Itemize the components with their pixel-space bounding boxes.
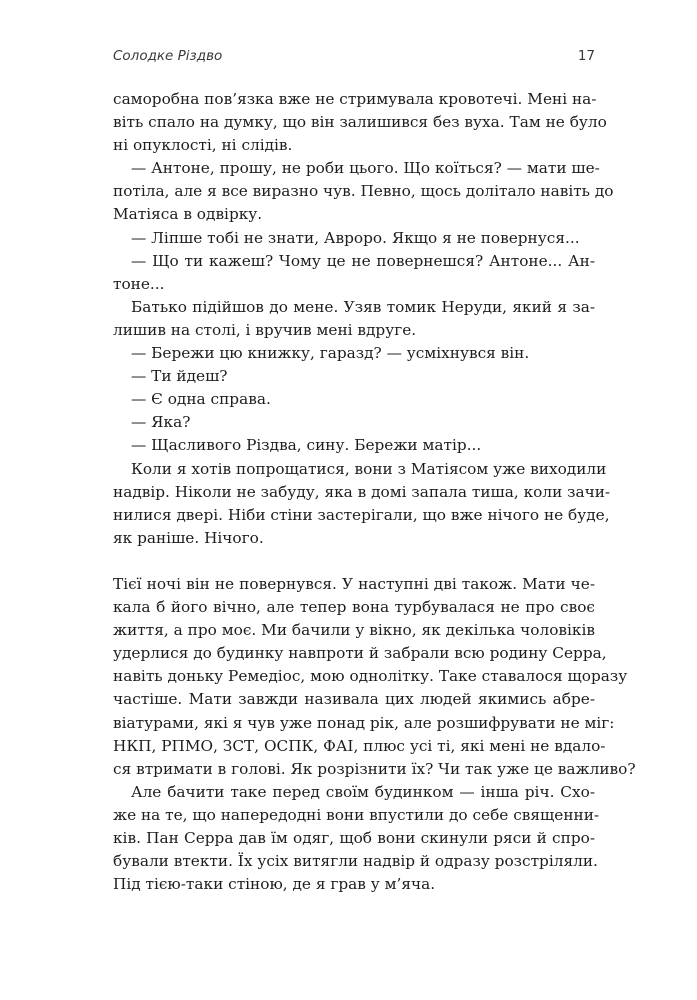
text-line: же на те, що напередодні вони впустили до себе священни- — [113, 805, 600, 824]
text-line: частіше. Мати завжди називала цих людей якимись абре- — [113, 690, 595, 709]
text-line: бували втекти. Їх усіх витягли надвір й одразу розстріляли. — [113, 852, 598, 871]
page-number: 17 — [577, 48, 595, 64]
text-line: Коли я хотів попрощатися, вони з Матіясом уже виходили — [131, 459, 607, 478]
text-line: лишив на столі, і вручив мені вдруге. — [113, 320, 417, 339]
text-line: потіла, але я все виразно чув. Певно, щось долітало навіть до — [113, 182, 614, 201]
text-line: Матіяса в одвірку. — [113, 205, 263, 224]
section-break — [113, 550, 603, 573]
text-line: Але бачити таке перед своїм будинком — інша річ. Схо- — [131, 782, 595, 801]
page-header — [113, 48, 595, 70]
text-line: — Бережи цю книжку, гаразд? — усміхнувся він. — [131, 344, 530, 363]
text-line: кала б його вічно, але тепер вона турбувалася не про своє — [113, 598, 595, 617]
text-line: — Щасливого Різдва, сину. Бережи матір... — [131, 436, 482, 455]
text-line: життя, а про моє. Ми бачили у вікно, як декілька чоловіків — [113, 621, 595, 640]
text-line: Під тією-таки стіною, де я грав у м’яча. — [113, 875, 436, 894]
text-line: — Є одна справа. — [131, 390, 271, 409]
body-text — [113, 88, 636, 896]
text-line: як раніше. Нічого. — [113, 528, 264, 547]
text-line: віть спало на думку, що він залишився без вуха. Там не було — [113, 113, 607, 132]
text-line: — Що ти кажеш? Чому це не повернешся? Антоне... Ан- — [131, 251, 595, 270]
text-line: Тієї ночі він не повернувся. У наступні дві також. Мати че- — [113, 574, 595, 593]
text-line: Батько підійшов до мене. Узяв томик Неруди, який я за- — [131, 297, 595, 316]
text-line: навіть доньку Ремедіос, мою однолітку. Таке ставалося щоразу — [113, 667, 628, 686]
text-line: надвір. Ніколи не забуду, яка в домі запала тиша, коли зачи- — [113, 482, 611, 501]
text-line: — Яка? — [131, 413, 191, 432]
text-line: віатурами, які я чув уже понад рік, але розшифрувати не міг: — [113, 713, 615, 732]
text-line: ні опуклості, ні слідів. — [113, 136, 293, 155]
text-line: саморобна пов’язка вже не стримувала кровотечі. Мені на- — [113, 90, 597, 108]
text-line: удерлися до будинку навпроти й забрали всю родину Серра, — [113, 644, 607, 663]
text-line: НКП, РПМО, ЗСТ, ОСПК, ФАІ, плюс усі ті, які мені не вдало- — [113, 736, 606, 755]
text-line: нилися двері. Ніби стіни застерігали, що вже нічого не буде, — [113, 505, 610, 524]
text-line: — Ліпше тобі не знати, Авроро. Якщо я не повернуся... — [131, 228, 580, 247]
running-title: Солодке Різдво — [113, 48, 223, 64]
text-line: — Ти йдеш? — [131, 367, 228, 386]
text-line: ся втримати в голові. Як розрізнити їх? Чи так уже це важливо? — [113, 759, 636, 778]
text-line: тоне... — [113, 274, 165, 293]
text-line: ків. Пан Серра дав їм одяг, щоб вони скинули ряси й спро- — [113, 829, 595, 847]
text-line: — Антоне, прошу, не роби цього. Що коїться? — мати ше- — [131, 159, 600, 178]
